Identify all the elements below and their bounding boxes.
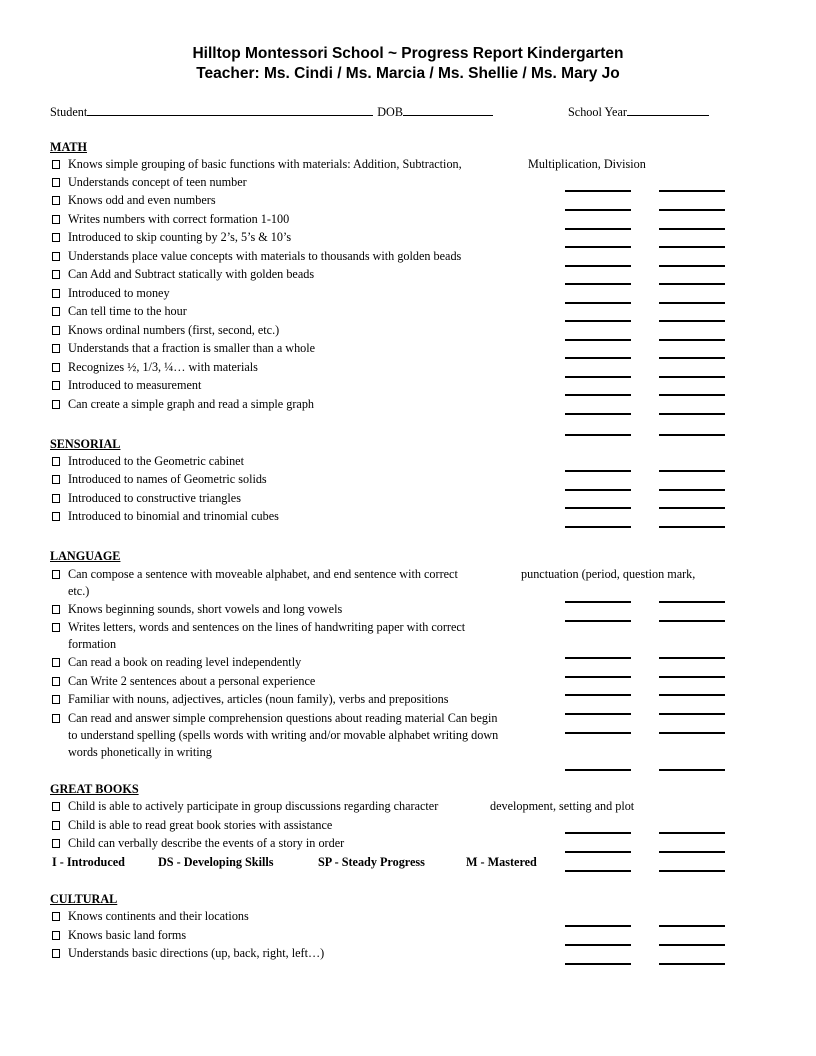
grade-line[interactable] [659, 265, 725, 267]
checkbox-icon[interactable] [52, 494, 60, 503]
math-item: Knows odd and even numbers [68, 193, 216, 207]
checkbox-icon[interactable] [52, 252, 60, 261]
grade-line[interactable] [659, 470, 725, 472]
checkbox-icon[interactable] [52, 400, 60, 409]
grade-line[interactable] [565, 963, 631, 965]
great-books-item: Child can verbally describe the events of a story in order [68, 836, 345, 850]
checkbox-icon[interactable] [52, 326, 60, 335]
grade-line[interactable] [565, 246, 631, 248]
checkbox-icon[interactable] [52, 178, 60, 187]
great-books-item: Child is able to actively participate in group discussions regarding character [68, 799, 439, 813]
checkbox-icon[interactable] [52, 270, 60, 279]
grade-line[interactable] [659, 601, 725, 603]
checkbox-icon[interactable] [52, 160, 60, 169]
math-item: Writes numbers with correct formation 1-100 [68, 212, 290, 226]
checkbox-icon[interactable] [52, 363, 60, 372]
great-books-item: Child is able to read great book stories with assistance [68, 818, 333, 832]
student-field[interactable] [87, 103, 373, 116]
checkbox-icon[interactable] [52, 512, 60, 521]
grade-line[interactable] [565, 265, 631, 267]
grade-line[interactable] [659, 507, 725, 509]
math-item: Understands place value concepts with materials to thousands with golden beads [68, 249, 462, 263]
grade-line[interactable] [659, 209, 725, 211]
grade-line[interactable] [565, 228, 631, 230]
checkbox-icon[interactable] [52, 196, 60, 205]
math-item: Introduced to skip counting by 2’s, 5’s & 10’s [68, 230, 292, 244]
language-item-tail: punctuation (period, question mark, [521, 567, 696, 581]
dob-label: DOB [377, 105, 403, 119]
grade-line[interactable] [659, 526, 725, 528]
checkbox-icon[interactable] [52, 839, 60, 848]
language-item-cont: formation [68, 637, 117, 651]
sensorial-item: Introduced to constructive triangles [68, 491, 241, 505]
checkbox-icon[interactable] [52, 233, 60, 242]
grade-line[interactable] [565, 470, 631, 472]
math-item: Knows ordinal numbers (first, second, etc.) [68, 323, 280, 337]
grade-line[interactable] [565, 676, 631, 678]
grade-line[interactable] [565, 434, 631, 436]
grade-line[interactable] [659, 339, 725, 341]
checkbox-icon[interactable] [52, 457, 60, 466]
grade-line[interactable] [565, 851, 631, 853]
sensorial-heading: SENSORIAL [50, 437, 121, 451]
checkbox-icon[interactable] [52, 658, 60, 667]
grade-line[interactable] [659, 769, 725, 771]
cultural-heading: CULTURAL [50, 892, 118, 906]
grade-line[interactable] [565, 944, 631, 946]
grade-line[interactable] [659, 246, 725, 248]
checkbox-icon[interactable] [52, 821, 60, 830]
grade-line[interactable] [565, 507, 631, 509]
school-year-label: School Year [568, 105, 627, 119]
student-info-row [50, 103, 493, 120]
grade-line[interactable] [659, 320, 725, 322]
checkbox-icon[interactable] [52, 623, 60, 632]
cultural-item: Knows continents and their locations [68, 909, 249, 923]
grade-line[interactable] [565, 713, 631, 715]
checkbox-icon[interactable] [52, 344, 60, 353]
language-item: Can Write 2 sentences about a personal experience [68, 674, 316, 688]
grade-line[interactable] [565, 209, 631, 211]
checkbox-icon[interactable] [52, 605, 60, 614]
grade-line[interactable] [565, 489, 631, 491]
checkbox-icon[interactable] [52, 912, 60, 921]
grade-line[interactable] [565, 526, 631, 528]
checkbox-icon[interactable] [52, 381, 60, 390]
grade-line[interactable] [659, 394, 725, 396]
grade-line[interactable] [659, 713, 725, 715]
language-item: Can read and answer simple comprehension questions about reading material Can begin [68, 711, 498, 725]
grade-line[interactable] [565, 694, 631, 696]
teacher-line: Teacher: Ms. Cindi / Ms. Marcia / Ms. Shellie / Ms. Mary Jo [196, 65, 620, 82]
grade-line[interactable] [659, 228, 725, 230]
checkbox-icon[interactable] [52, 215, 60, 224]
checkbox-icon[interactable] [52, 714, 60, 723]
cultural-item: Understands basic directions (up, back, right, left…) [68, 946, 325, 960]
math-item: Recognizes ½, 1/3, ¼… with materials [68, 360, 258, 374]
checkbox-icon[interactable] [52, 949, 60, 958]
cultural-item: Knows basic land forms [68, 928, 187, 942]
language-item: Can compose a sentence with moveable alphabet, and end sentence with correct [68, 567, 458, 581]
grade-line[interactable] [659, 851, 725, 853]
language-item-cont: to understand spelling (spells words with writing and/or movable alphabet writing down [68, 728, 499, 742]
grade-line[interactable] [565, 732, 631, 734]
sensorial-item: Introduced to names of Geometric solids [68, 472, 267, 486]
math-item: Can Add and Subtract statically with golden beads [68, 267, 315, 281]
grade-line[interactable] [565, 283, 631, 285]
checkbox-icon[interactable] [52, 570, 60, 579]
grade-line[interactable] [659, 413, 725, 415]
grade-line[interactable] [659, 694, 725, 696]
grade-line[interactable] [565, 394, 631, 396]
great-books-item-tail: development, setting and plot [490, 799, 635, 813]
math-item: Understands that a fraction is smaller than a whole [68, 341, 316, 355]
great-books-heading: GREAT BOOKS [50, 782, 139, 796]
legend-steady: SP - Steady Progress [318, 855, 425, 869]
language-item: Can read a book on reading level independently [68, 655, 302, 669]
math-item: Introduced to measurement [68, 378, 202, 392]
grade-line[interactable] [565, 413, 631, 415]
grade-line[interactable] [565, 620, 631, 622]
grade-line[interactable] [659, 925, 725, 927]
grade-line[interactable] [565, 925, 631, 927]
grade-line[interactable] [659, 283, 725, 285]
grade-line[interactable] [659, 963, 725, 965]
page-title: Hilltop Montessori School ~ Progress Report Kindergarten [192, 45, 624, 62]
math-item: Can tell time to the hour [68, 304, 187, 318]
language-item: Knows beginning sounds, short vowels and long vowels [68, 602, 343, 616]
grade-line[interactable] [659, 732, 725, 734]
grade-line[interactable] [659, 190, 725, 192]
grade-line[interactable] [659, 870, 725, 872]
school-year-row [568, 103, 709, 120]
grade-line[interactable] [565, 657, 631, 659]
language-item-cont: words phonetically in writing [68, 745, 212, 759]
grade-line[interactable] [659, 376, 725, 378]
grade-line[interactable] [659, 434, 725, 436]
checkbox-icon[interactable] [52, 289, 60, 298]
math-item: Can create a simple graph and read a simple graph [68, 397, 315, 411]
math-item: Knows simple grouping of basic functions with materials: Addition, Subtraction, [68, 157, 462, 171]
grade-line[interactable] [565, 357, 631, 359]
grade-line[interactable] [659, 944, 725, 946]
checkbox-icon[interactable] [52, 931, 60, 940]
math-item: Introduced to money [68, 286, 170, 300]
checkbox-icon[interactable] [52, 307, 60, 316]
math-heading: MATH [50, 140, 88, 154]
grade-line[interactable] [565, 769, 631, 771]
language-heading: LANGUAGE [50, 549, 121, 563]
grade-line[interactable] [565, 190, 631, 192]
grade-line[interactable] [565, 376, 631, 378]
grade-line[interactable] [565, 601, 631, 603]
legend-developing: DS - Developing Skills [158, 855, 274, 869]
school-year-field[interactable] [627, 103, 709, 116]
grade-line[interactable] [659, 832, 725, 834]
grade-line[interactable] [565, 302, 631, 304]
grade-line[interactable] [659, 357, 725, 359]
checkbox-icon[interactable] [52, 695, 60, 704]
grade-line[interactable] [659, 657, 725, 659]
grade-line[interactable] [565, 832, 631, 834]
checkbox-icon[interactable] [52, 677, 60, 686]
grade-line[interactable] [659, 302, 725, 304]
legend-mastered: M - Mastered [466, 855, 537, 869]
legend-introduced: I - Introduced [52, 855, 125, 869]
grade-line[interactable] [565, 320, 631, 322]
grade-line[interactable] [659, 489, 725, 491]
sensorial-item: Introduced to the Geometric cabinet [68, 454, 244, 468]
dob-field[interactable] [403, 103, 493, 116]
language-item: Writes letters, words and sentences on the lines of handwriting paper with correct [68, 620, 466, 634]
checkbox-icon[interactable] [52, 802, 60, 811]
sensorial-item: Introduced to binomial and trinomial cubes [68, 509, 279, 523]
math-item: Understands concept of teen number [68, 175, 247, 189]
language-item-cont: etc.) [68, 584, 90, 598]
math-item-tail: Multiplication, Division [528, 157, 646, 171]
language-item: Familiar with nouns, adjectives, articles (noun family), verbs and prepositions [68, 692, 449, 706]
student-label: Student [50, 105, 88, 119]
grade-line[interactable] [659, 676, 725, 678]
grade-line[interactable] [659, 620, 725, 622]
grade-line[interactable] [565, 339, 631, 341]
checkbox-icon[interactable] [52, 475, 60, 484]
grade-line[interactable] [565, 870, 631, 872]
